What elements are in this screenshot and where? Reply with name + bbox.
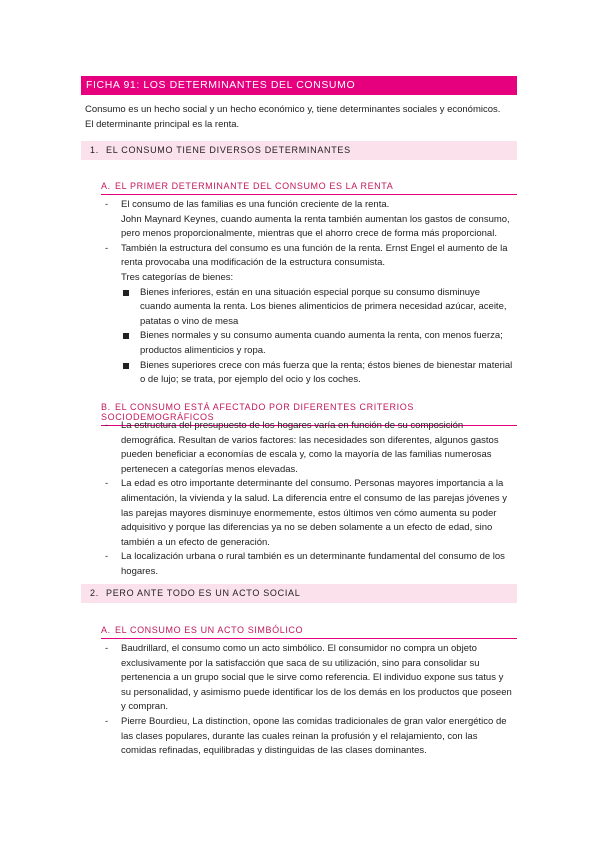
square-bullet-icon — [123, 363, 129, 369]
subsection-2a-list — [103, 642, 513, 759]
subsection-title: EL CONSUMO ESTÁ AFECTADO POR DIFERENTES CRITERIOS SOCIODEMOGRÁFICOS — [101, 402, 414, 422]
list-item: - La estructura del presupuesto de los hogares varía en función de su composición demográfica. Resultan de varios factores: las necesidades son diferentes, algunos gastos pueden beneficiar a economías de escala y, como la mayoría de las familias numerosas pertenecen a categorías menos elevadas. — [105, 420, 499, 475]
list-item: - Pierre Bourdieu, La distinction, opone las comidas tradicionales de gran valor energético de las clases populares, durante las cuales reinan la profusión y el relajamiento, con las comidas refinadas, equilibradas y distinguidas de las clases dominantes. — [105, 715, 507, 757]
subsection-1a-header — [101, 181, 517, 195]
list-item: - Baudrillard, el consumo como un acto simbólico. El consumidor no compra un objeto exclusivamente por la satisfacción que saca de su utilización, sino para consolidar su pertenencia a un grupo social que le sirve como referencia. El individuo expone sus tatus y su personalidad, y asimismo puede identificar los de los demás en los productos que poseen y compran. — [105, 643, 512, 713]
list-item: Bienes normales y su consumo aumenta cuando aumenta la renta, con menos fuerza; productos alimenticios y ropa. — [121, 329, 513, 358]
subsection-letter: B. — [101, 402, 111, 412]
intro-paragraph: Consumo es un hecho social y un hecho económico y, tiene determinantes sociales y económicos. El determinante principal es la renta. — [85, 104, 501, 130]
document-title: FICHA 91: LOS DETERMINANTES DEL CONSUMO — [81, 76, 517, 95]
dash-marker: - — [105, 478, 109, 490]
subsection-2a-header — [101, 625, 517, 639]
section-number: 1. — [90, 145, 99, 155]
dash-marker: - — [105, 420, 109, 431]
list-item: Bienes superiores crece con más fuerza que la renta; éstos bienes de bienestar material o de lujo; se trata, por ejemplo del ocio y los coches. — [121, 359, 513, 388]
subsection-letter: A. — [101, 625, 111, 635]
square-bullet-icon — [123, 333, 129, 339]
section-title: EL CONSUMO TIENE DIVERSOS DETERMINANTES — [106, 145, 351, 155]
section-2-header — [81, 584, 517, 603]
section-number: 2. — [90, 588, 99, 598]
subsection-title: EL CONSUMO ES UN ACTO SIMBÓLICO — [115, 625, 304, 635]
subsection-1a-list — [103, 198, 513, 388]
dash-marker: - — [105, 643, 109, 654]
subsection-title: EL PRIMER DETERMINANTE DEL CONSUMO ES LA RENTA — [115, 181, 394, 191]
subsection-letter: A. — [101, 181, 111, 191]
square-bullet-icon — [123, 290, 129, 296]
category-list — [121, 286, 513, 388]
dash-marker: - — [105, 242, 109, 254]
list-item: - También la estructura del consumo es una función de la renta. Ernst Engel el aumento de la renta provocaba una modificación de la estructura consumista. Tres categorías de bienes: Bienes inferiores, están en una situación especial porque su consumo disminuye cuando aumenta la renta. Los bienes alimenticios de primera necesidad azúcar, aceite, patatas o vino de mesa Bienes normales y su consumo aumenta cuando aumenta la renta, con menos fuerza; productos alimenticios y ropa. Bienes superiores crece con más fuerza que la renta; éstos bienes de bienestar material o de lujo; se trata, por ejemplo del ocio y los coches. — [103, 242, 513, 388]
section-1-header — [81, 141, 517, 160]
list-item: - La localización urbana o rural también es un determinante fundamental del consumo de los hogares. — [105, 551, 505, 577]
dash-marker: - — [105, 551, 109, 563]
dash-marker: - — [105, 715, 109, 727]
list-item: - La edad es otro importante determinante del consumo. Personas mayores importancia a la alimentación, la vivienda y la salud. La diferencia entre el consumo de las parejas jóvenes y las parejas mayores disminuye enormemente, estos últimos ven cómo aumenta su poder adquisitivo y porque las diferencias ya no se deben solamente a un efecto de edad, sino también a un efecto de generación. — [105, 478, 508, 548]
list-item: - El consumo de las familias es una función creciente de la renta. John Maynard Keynes, cuando aumenta la renta también aumentan los gastos de consumo, pero menos proporcionalmente, mientras que el ahorro crece de forma más proporcional. — [105, 199, 510, 240]
subsection-1b-list — [103, 419, 513, 580]
dash-marker: - — [105, 199, 109, 210]
list-item: Bienes inferiores, están en una situación especial porque su consumo disminuye cuando aumenta la renta. Los bienes alimenticios de primera necesidad azúcar, aceite, patatas o vino de mesa — [121, 286, 513, 330]
section-title: PERO ANTE TODO ES UN ACTO SOCIAL — [106, 588, 301, 598]
